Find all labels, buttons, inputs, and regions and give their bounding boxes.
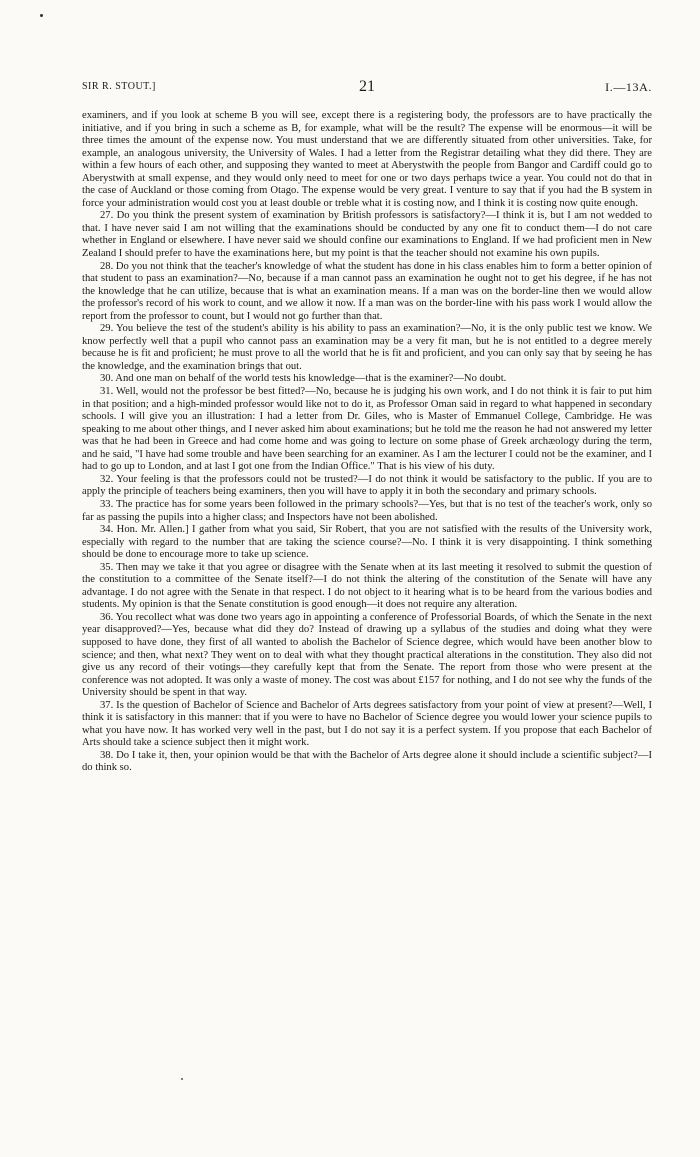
paragraph-q29: 29. You believe the test of the student's ability is his ability to pass an examination?—No, it is the only public test we know. We know perfectly well that a pupil who cannot pass an examination may be a very fit man, but he is not entitled to a degree merely because he is fit and proficient; he must prove to all the world that he is fit and proficient, and you can only say that by seeing he has the knowledge, and the examination brings that out. [82, 323, 652, 372]
header-speaker: SIR R. STOUT.] [82, 81, 156, 92]
running-header [82, 78, 652, 98]
paragraph-q36: 36. You recollect what was done two years ago in appointing a conference of Professorial Boards, of which the Senate in the next year disapproved?—Yes, because what did they do? Instead of drawing up a syllabus of the studies and doing what they were supposed to have done, they first of all wanted to abolish the Bachelor of Science degree, which would have been another blow to science; and then, what next? They went on to deal with what they thought practical alterations in the constitution. They also did not give us any record of their votings—they carefully kept that from the Senate. The report from those who were present at the conference was not adopted. It was only a waste of money. The cost was about £157 for nothing, and I do not see why the funds of the University should be spent in that way. [82, 611, 652, 699]
paragraph-q28: 28. Do you not think that the teacher's knowledge of what the student has done in his class enables him to form a better opinion of that student to pass an examination?—No, because if a man cannot pass an examination he ought not to get his degree, if he has not the knowledge that he can utilize, because that is what an examination means. If a man was on the border-line then we would allow the professor's record of his work to count, and we allow it now. If a man was on the border-line with his pass work I would allow the report from the professor to count, but I would not go further than that. [82, 260, 652, 322]
paragraph-q33: 33. The practice has for some years been followed in the primary schools?—Yes, but that is no test of the teacher's work, only so far as passing the pupils into a higher class; and Inspectors have not been abolished. [82, 498, 652, 523]
header-reference: I.—13A. [605, 80, 652, 94]
speck-mark [40, 14, 43, 17]
paragraph-q34: 34. Hon. Mr. Allen.] I gather from what you said, Sir Robert, that you are not satisfied with the results of the University work, especially with regard to the number that are taking the science course?—No. I think it is very disappointing. I think something should be done to encourage more to take up science. [82, 524, 652, 561]
speck-mark [181, 1078, 183, 1080]
body-text [82, 110, 652, 775]
paragraph-q30: 30. And one man on behalf of the world tests his knowledge—that is the examiner?—No doubt. [100, 373, 507, 385]
paragraph-q27: 27. Do you think the present system of examination by British professors is satisfactory?—I think it is, but I am not wedded to that. I have never said I am not willing that the examinations should be conducted by any one fit to conduct them—I do not care whether in England or elsewhere. I have never said we should confine our examinations to England. If we had proficient men in New Zealand I should prefer to have the examinations here, but my point is that the teacher should not examine his own pupils. [82, 210, 652, 260]
paragraph-q37: 37. Is the question of Bachelor of Science and Bachelor of Arts degrees satisfactory from your point of view at present?—Well, I think it is satisfactory in this manner: that if you were to have no Bachelor of Science degree you would lower your science pupils to what you have now. It has worked very well in the past, but I do not say it is a perfect system. If you propose that each Bachelor of Arts should take a science subject then it might work. [82, 699, 652, 749]
paragraph-q32: 32. Your feeling is that the professors could not be trusted?—I do not think it would be satisfactory to the public. If you are to apply the principle of teachers being examiners, then you will have to apply it in both the secondary and primary schools. [82, 473, 652, 498]
paragraph-q31: 31. Well, would not the professor be best fitted?—No, because he is judging his own work, and I do not think it is fair to put him in that position; and a high-minded professor would like not to do it, as Professor Oman said in regard to what happened in secondary schools. I will give you an illustration: I had a letter from Dr. Giles, who is Master of Emmanuel College, Cambridge. He was speaking to me about other things, and I never asked him about examinations; but he told me the reason he had not answered my letter was that he had been in Greece and had come home and was going to lecture on some phase of Greek archæology during the term, and he said, "I have had some trouble and have been searching for an examiner. As I am the lecturer I could not be the examiner, and I had to go up to London, and at last I got one from the Indian Office." That is his view of his duty. [82, 386, 652, 473]
page-number: 21 [359, 78, 375, 95]
paragraph-q38: 38. Do I take it, then, your opinion would be that with the Bachelor of Arts degree alone it should include a scientific subject?—I do think so. [82, 749, 652, 774]
paragraph-continuation: examiners, and if you look at scheme B you will see, except there is a registering body, the professors are to have practically the initiative, and if you bring in such a scheme as B, for example, what will be the result? The expense will be enormous—it will be three times the amount of the expense now. You must understand that we are differently situated from other universities. Take, for example, an analogous university, the University of Wales. I had a letter from the Registrar detailing what they did there. They are within a few hours of each other, and supposing they wanted to meet at Aberystwith the people from Bangor and Cardiff could go to Aberystwith at small expense, and they would only need to meet for one or two days perhaps twice a year. You could not do that in the case of Auckland or those coming from Otago. The expense would be very great. I venture to say that if you had the B system in force your administration would cost you at least double or treble what it is costing now, and I think it is costing now quite enough. [82, 110, 652, 209]
paragraph-q35: 35. Then may we take it that you agree or disagree with the Senate when at its last meeting it resolved to submit the question of the constitution to a committee of the Senate itself?—I do not think the altering of the constitution of the Senate will have any advantage. I do not agree with the Senate in that respect. I do not object to it hearing what is to be heard from the various bodies and students. My opinion is that the Senate constitution is good enough—it does not require any alteration. [82, 561, 652, 611]
